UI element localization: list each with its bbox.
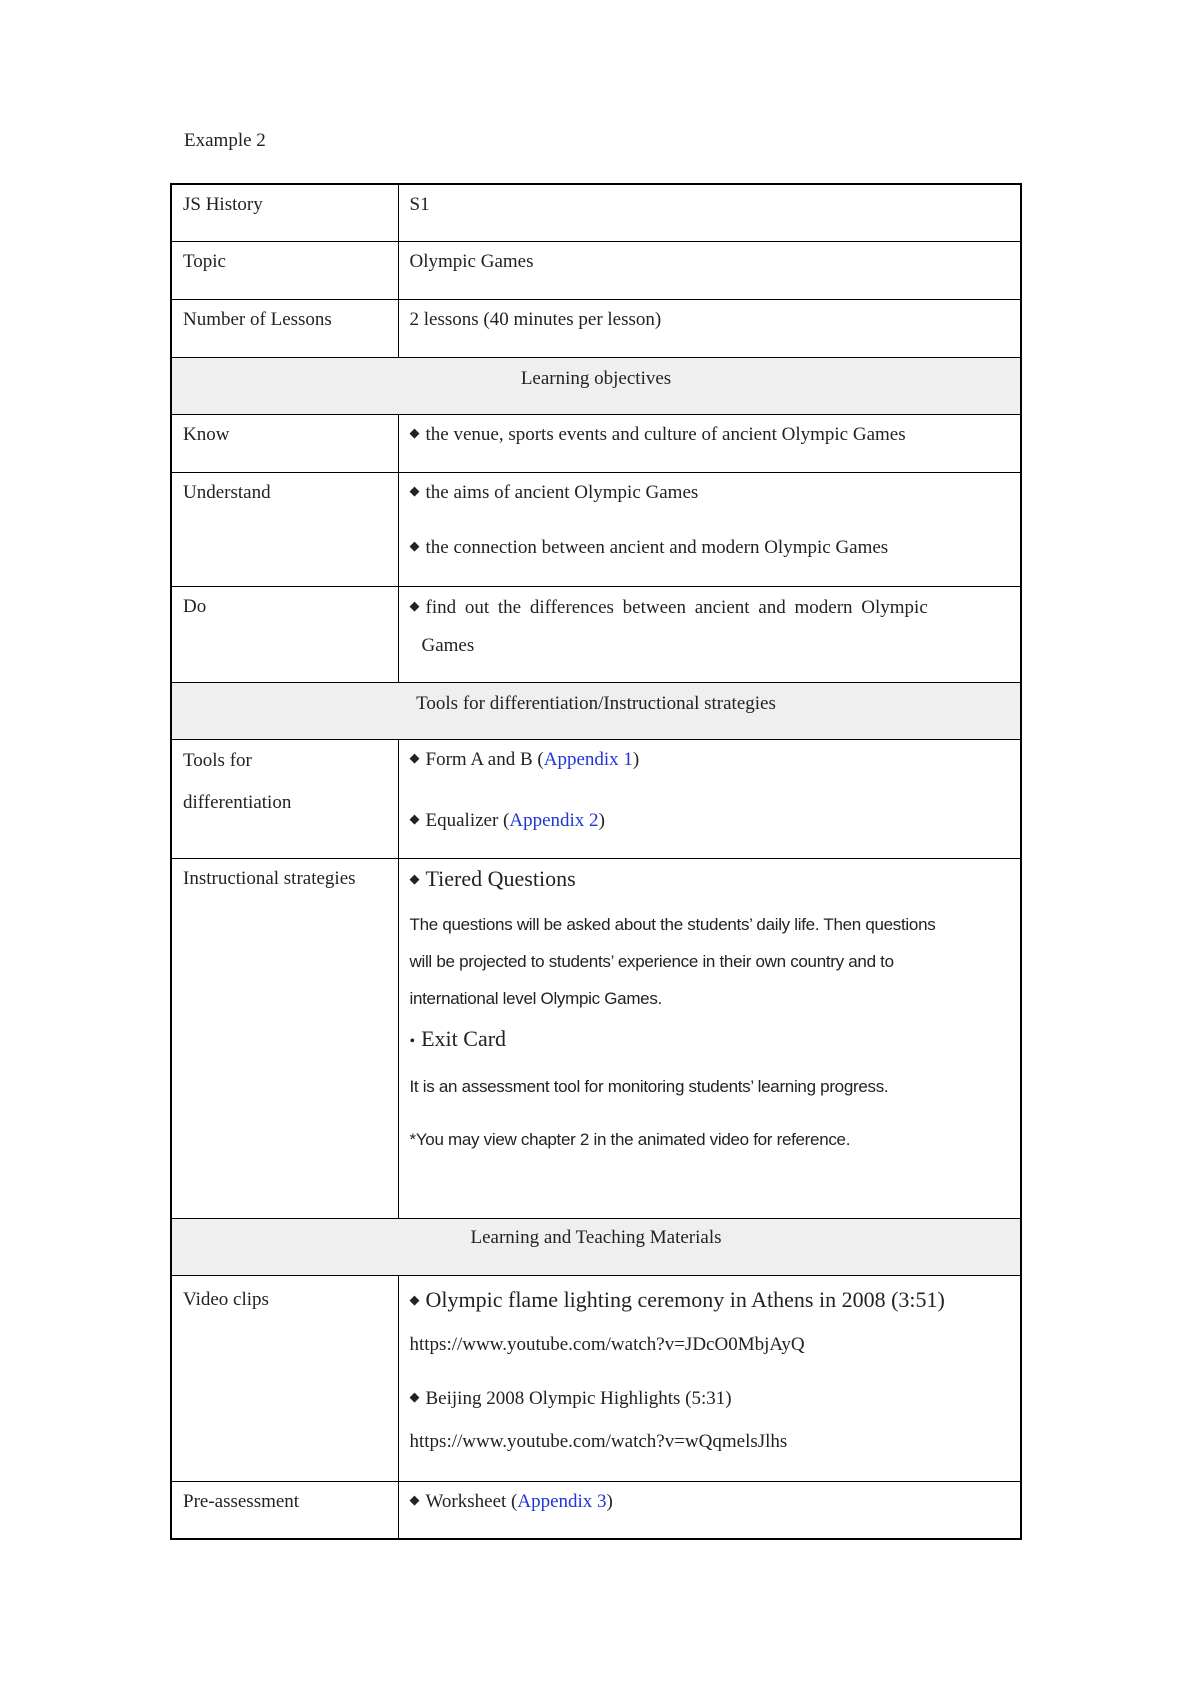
video-cell [398,1275,1021,1481]
tools-item-equalizer: ◆ Equalizer (Appendix 2) [410,807,1010,836]
appendix-1-link[interactable]: Appendix 1 [543,748,633,770]
table-row-understand [171,472,1021,586]
do-item: ◆ find out the differences between ancient and modern Olympic Games [410,589,1010,664]
understand-item: ◆ the aims of ancient Olympic Games [410,479,1010,508]
subject-label: JS History [171,184,398,241]
diamond-bullet-icon: ◆ [409,810,420,826]
tiered-questions-title: ◆ Tiered Questions [409,865,576,891]
know-cell [398,414,1021,472]
tools-cell [398,739,1021,858]
table-row-do [171,586,1021,682]
diamond-bullet-icon: ◆ [409,1491,420,1507]
subject-level: S1 [398,184,1021,241]
diamond-bullet-icon: ◆ [409,537,420,553]
tools-item-form: ◆ Form A and B (Appendix 1) [410,746,1010,775]
diamond-bullet-icon: ◆ [409,870,420,886]
tools-label: Tools for differentiation [171,739,398,858]
understand-item: ◆ the connection between ancient and modern Olympic Games [410,534,1010,563]
appendix-2-link[interactable]: Appendix 2 [509,809,599,831]
dot-bullet-icon: • [409,1032,416,1050]
table-row-video [171,1275,1021,1481]
appendix-3-link[interactable]: Appendix 3 [517,1490,607,1512]
topic-label: Topic [171,241,398,299]
exit-card-description: It is an assessment tool for monitoring students’ learning progress. [409,1076,889,1096]
diamond-bullet-icon: ◆ [409,597,420,613]
tiered-questions-description: The questions will be asked about the students’ daily life. Then questions will be projected to students’ experience in their own country and to international level Olympic Games. [409,914,936,1008]
table-row-lessons [171,299,1021,357]
pre-assessment-label: Pre-assessment [171,1481,398,1539]
video-clip-1-url[interactable]: https://www.youtube.com/watch?v=JDcO0MbjAyQ [409,1333,805,1355]
section-heading-materials: Learning and Teaching Materials [171,1218,1021,1275]
section-heading-objectives: Learning objectives [171,357,1021,414]
document-label: Example 2 [184,130,266,151]
lessons-label: Number of Lessons [171,299,398,357]
know-item: ◆ the venue, sports events and culture of ancient Olympic Games [410,421,1010,450]
strategies-cell [398,858,1021,1218]
lesson-plan-table [170,183,1022,1540]
video-clip-2-title: ◆ Beijing 2008 Olympic Highlights (5:31) [410,1385,1010,1414]
video-clip-2-url[interactable]: https://www.youtube.com/watch?v=wQqmelsJlhs [409,1430,788,1452]
do-label: Do [171,586,398,682]
lessons-value: 2 lessons (40 minutes per lesson) [398,299,1021,357]
diamond-bullet-icon: ◆ [409,424,420,440]
section-heading-tools: Tools for differentiation/Instructional strategies [171,682,1021,739]
table-row-know [171,414,1021,472]
understand-cell [398,472,1021,586]
diamond-bullet-icon: ◆ [409,1388,420,1404]
section-row-objectives [171,357,1021,414]
topic-value: Olympic Games [398,241,1021,299]
do-cell [398,586,1021,682]
table-row-strategies [171,858,1021,1218]
diamond-bullet-icon: ◆ [409,482,420,498]
table-row-pre-assessment [171,1481,1021,1539]
know-label: Know [171,414,398,472]
exit-card-title: • Exit Card [409,1025,507,1051]
reference-note: *You may view chapter 2 in the animated video for reference. [409,1129,851,1149]
pre-assessment-cell: ◆ Worksheet (Appendix 3) [398,1481,1021,1539]
table-row-topic [171,241,1021,299]
section-row-materials [171,1218,1021,1275]
table-row-tools [171,739,1021,858]
video-clip-1-title: ◆ Olympic flame lighting ceremony in Athens in 2008 (3:51) [409,1286,945,1312]
diamond-bullet-icon: ◆ [409,749,420,765]
understand-label: Understand [171,472,398,586]
section-row-tools [171,682,1021,739]
video-label: Video clips [171,1275,398,1481]
strategies-label: Instructional strategies [171,858,398,1218]
table-row-subject [171,184,1021,241]
diamond-bullet-icon: ◆ [409,1291,420,1307]
